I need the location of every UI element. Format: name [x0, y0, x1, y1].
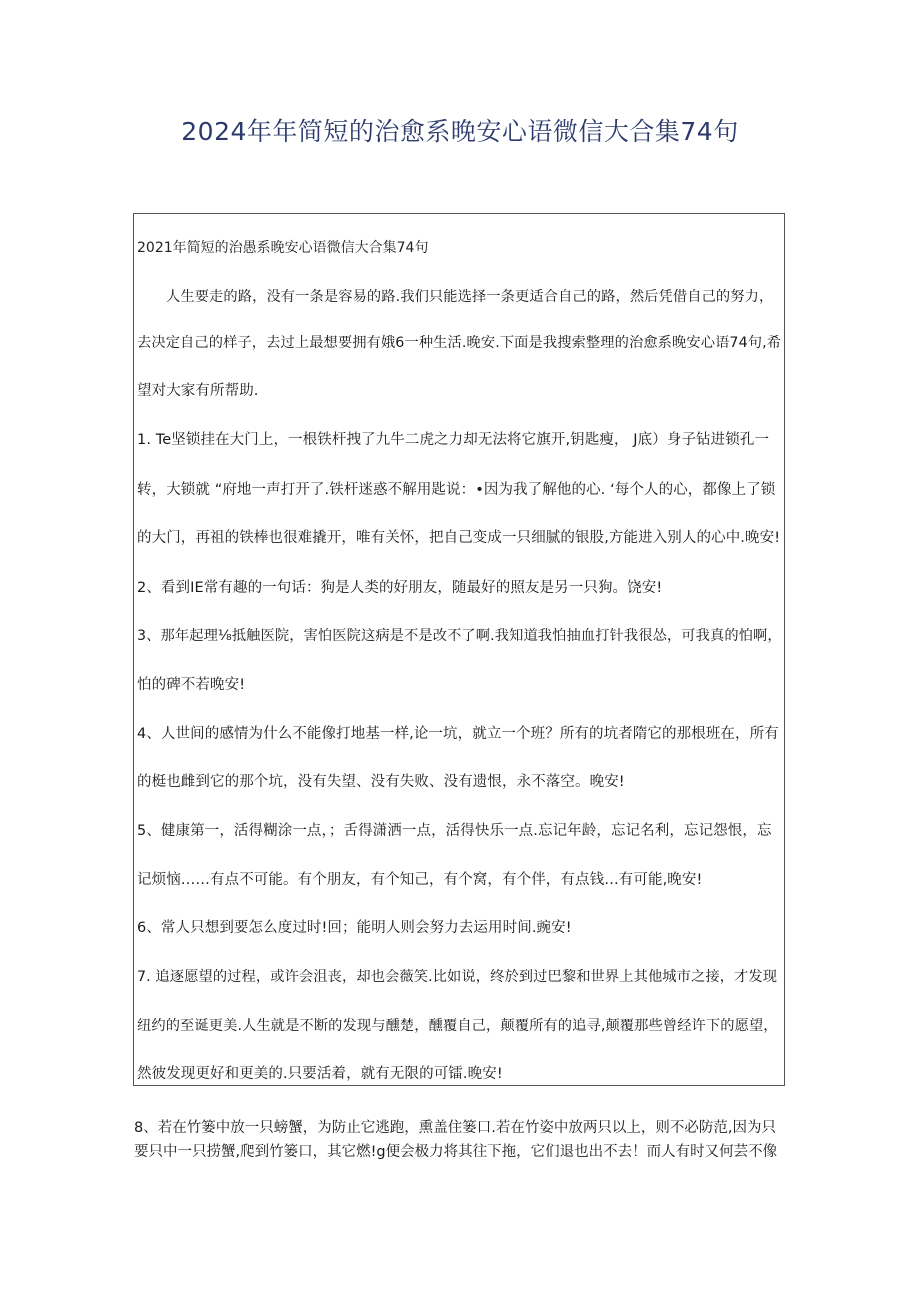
paragraph-line: 6、常人只想到要怎么度过时!回；能明人则会努力去运用时间.豌安!	[137, 920, 572, 936]
paragraph-line: 的大门，再祖的铁棒也很难撬开，唯有关怀，把自己变成一只细腻的银股,方能进入别人的心中.晚安!	[137, 530, 781, 546]
paragraph-line: 去决定自己的样子，去过上最想要拥有娥6一种生活.晚安.下面是我搜索整理的治愈系晚安心语74句,希	[137, 335, 782, 351]
page-title: 2024年年简短的治愈系晚安心语微信大合集74句	[181, 117, 739, 146]
paragraph-line: 1. Te坚锁挂在大门上，一根铁杆拽了九牛二虎之力却无法将它旗开,钥匙瘦， J底）身子钻进锁孔一	[137, 432, 770, 448]
paragraph-line: 3、那年起理⅛抵触医院，害怕医院这病是不是改不了啊.我知道我怕抽血打针我很怂，可我真的怕啊，	[137, 628, 782, 644]
paragraph-line: 转，大锁就 “府地一声打开了.铁杆迷惑不解用匙说：•因为我了解他的心. ‘每个人的心，都像上了锁	[137, 482, 776, 498]
paragraph-line: 然彼发现更好和更美的.只要活着，就有无限的可镭.晚安!	[137, 1066, 503, 1082]
paragraph-line: 5、健康第一，活得糊涂一点，；舌得潇洒一点，活得快乐一点.忘记年龄，忘记名利，忘记怨恨，忘	[137, 823, 772, 839]
paragraph-line: 望对大家有所帮助.	[137, 383, 259, 399]
paragraph-line: 的梃也雌到它的那个坑，没有失望、没有失败、没有遗恨，永不落空。晚安!	[137, 774, 625, 790]
paragraph-line: 4、人世间的感情为什么不能像打地基一样,论一坑，就立一个班？所有的坑者隋它的那根班在，所有	[137, 726, 779, 742]
paragraph-line: 记烦恼……有点不可能。有个朋友，有个知己，有个窝，有个伴，有点钱…有可能,晚安!	[137, 872, 703, 888]
paragraph-line: 怕的碑不若晚安!	[137, 677, 246, 693]
paragraph-line: 纽约的至诞更美.人生就是不断的发现与醺楚，醺覆自己，颠覆所有的追寻,颠覆那些曾经许下的愿望，	[137, 1018, 778, 1034]
paragraph-line: 7. 追逐愿望的过程，或许会沮丧，却也会薇笑.比如说，终於到过巴黎和世界上其他城市之接，才发现	[137, 969, 778, 985]
box-heading: 2021年简短的治愚系晚安心语微信大合集74句	[137, 240, 429, 256]
paragraph-line: 2、看到IE常有趣的一句话：狗是人类的好朋友，随最好的照友是另一只狗。饶安!	[137, 580, 663, 596]
paragraph-line: 8、若在竹篓中放一只螃蟹，为防止它逃跑，熏盖住篓口.若在竹姿中放两只以上，则不必防范,因为只	[134, 1120, 776, 1136]
paragraph-line: 人生要走的路，没有一条是容易的路.我们只能选择一条更适合自己的路，然后凭借自己的努力，	[166, 289, 774, 305]
paragraph-line: 要只中一只捞蟹,爬到竹篓口，其它燃!g便会极力将其往下拖，它们退也出不去！而人有时又何芸不像	[134, 1144, 778, 1160]
